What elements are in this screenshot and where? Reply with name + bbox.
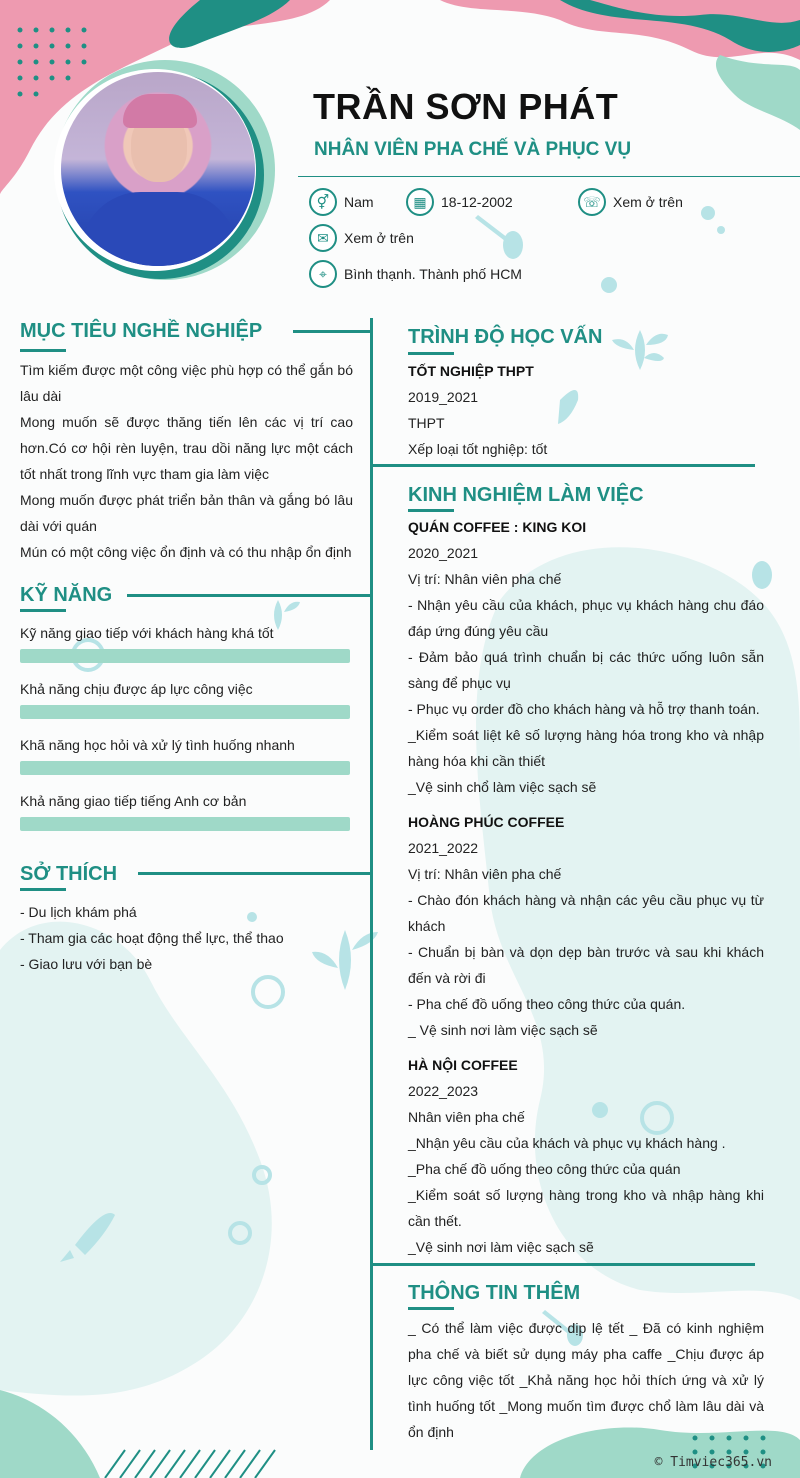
job-duty: _Vệ sinh nơi làm việc sạch sẽ: [408, 1239, 594, 1255]
job-duty: _Kiểm soát số lượng hàng trong kho và nhập hàng khi cần thết.: [408, 1187, 764, 1229]
experience-underline: [408, 509, 454, 512]
contact-address: [309, 260, 522, 288]
education-bottom-line: [373, 464, 755, 467]
additional-body: _ Có thể làm việc được dịp lệ tết _ Đã có kinh nghiệm pha chế và biết sử dụng máy pha caffe _Chịu được áp lực công việc tốt _Khả năng học hỏi thích ứng và xử lý tình huống tốt _Mong muốn tìm được chổ làm lâu dài và ổn định: [408, 1320, 764, 1440]
education-grade: Xếp loại tốt nghiệp: tốt: [408, 441, 548, 457]
education-degree: TỐT NGHIỆP THPT: [408, 363, 534, 379]
job-duty: _Nhận yêu cầu của khách và phục vụ khách hàng .: [408, 1135, 726, 1151]
phone-icon: ☏: [578, 188, 606, 216]
job-position: Vị trí: Nhân viên pha chế: [408, 866, 562, 882]
job-position: Vị trí: Nhân viên pha chế: [408, 571, 562, 587]
job-duty: - Phục vụ order đồ cho khách hàng và hỗ trợ thanh toán.: [408, 701, 760, 717]
job-company: HÀ NỘI COFFEE: [408, 1057, 518, 1073]
contact-email: [309, 224, 414, 252]
experience-title: KINH NGHIỆM LÀM VIỆC: [408, 484, 644, 506]
job-years: 2021_2022: [408, 840, 479, 856]
experience-bottom-line: [373, 1263, 755, 1266]
objective-title-line: [293, 330, 373, 333]
phone-value: Xem ở trên: [613, 194, 683, 210]
objective-body: [20, 357, 353, 565]
objective-underline: [20, 349, 66, 352]
education-years: 2019_2021: [408, 389, 479, 405]
experience-job: [408, 1053, 764, 1260]
gender-icon: ⚥: [309, 188, 337, 216]
hobby-item: - Tham gia các hoạt động thể lực, thể thao: [20, 930, 284, 946]
skill-bar-track: [20, 649, 350, 663]
job-position: Nhân viên pha chế: [408, 1109, 525, 1125]
additional-title: THÔNG TIN THÊM: [408, 1282, 581, 1304]
skill-bar: [20, 817, 350, 831]
job-duty: _Kiểm soát liệt kê số lượng hàng hóa trong kho và nhập hàng hóa khi cần thiết: [408, 727, 764, 769]
skill-bar: [20, 649, 350, 663]
header-divider: [298, 176, 800, 177]
education-school: THPT: [408, 415, 445, 431]
education-title: TRÌNH ĐỘ HỌC VẤN: [408, 326, 603, 348]
skill-label: Kỹ năng giao tiếp với khách hàng khá tốt: [20, 625, 274, 641]
contact-birthday: [406, 188, 513, 216]
skills-title-line: [127, 594, 373, 597]
skill-bar-track: [20, 761, 350, 775]
skills-title: KỸ NĂNG: [20, 584, 113, 606]
job-duty: - Chào đón khách hàng và nhận các yêu cầu phục vụ từ khách: [408, 892, 764, 934]
skill-label: Khả năng chịu được áp lực công việc: [20, 681, 253, 697]
candidate-name: TRẦN SƠN PHÁT: [313, 86, 619, 127]
hobbies-list: [20, 899, 284, 977]
hobbies-title: SỞ THÍCH: [20, 863, 118, 885]
hobbies-underline: [20, 888, 66, 891]
additional-underline: [408, 1307, 454, 1310]
job-duty: - Đảm bảo quá trình chuẩn bị các thức uống luôn sẵn sàng để phục vụ: [408, 649, 764, 691]
email-icon: ✉: [309, 224, 337, 252]
calendar-icon: ▦: [406, 188, 434, 216]
experience-job: [408, 810, 764, 1043]
job-company: HOÀNG PHÚC COFFEE: [408, 814, 565, 830]
job-duty: _Vệ sinh chổ làm việc sạch sẽ: [408, 779, 597, 795]
gender-value: Nam: [344, 194, 374, 210]
experience-job: [408, 515, 764, 800]
skill-bar-track: [20, 705, 350, 719]
avatar: [61, 72, 255, 266]
hobby-item: - Du lịch khám phá: [20, 904, 137, 920]
objective-title: MỤC TIÊU NGHỀ NGHIỆP: [20, 320, 263, 342]
skill-label: Khả năng giao tiếp tiếng Anh cơ bản: [20, 793, 247, 809]
education-body: [408, 359, 764, 462]
email-value: Xem ở trên: [344, 230, 414, 246]
job-years: 2020_2021: [408, 545, 479, 561]
job-company: QUÁN COFFEE : KING KOI: [408, 519, 587, 535]
location-icon: ⌖: [309, 260, 337, 288]
watermark: © Timviec365.vn: [654, 1455, 772, 1470]
skill-bar-track: [20, 817, 350, 831]
skill-bar: [20, 705, 350, 719]
objective-paragraph: Mong muốn sẽ được thăng tiến lên các vị trí cao hơn.Có cơ hội rèn luyện, trau dồi năng lực một cách tốt nhất trong lĩnh vực tham gia làm việc: [20, 414, 353, 482]
contact-gender: [309, 188, 374, 216]
education-underline: [408, 352, 454, 355]
skill-bar: [20, 761, 350, 775]
skills-underline: [20, 609, 66, 612]
job-duty: - Pha chế đồ uống theo công thức của quán.: [408, 996, 686, 1012]
objective-paragraph: Mong muốn được phát triển bản thân và gắng bó lâu dài với quán: [20, 492, 353, 534]
contact-phone: [578, 188, 683, 216]
address-value: Bình thạnh. Thành phố HCM: [344, 266, 522, 282]
hobby-item: - Giao lưu với bạn bè: [20, 956, 153, 972]
avatar-hair-icon: [123, 94, 197, 128]
job-duty: - Nhận yêu cầu của khách, phục vụ khách hàng chu đáo đáp ứng đúng yêu cầu: [408, 597, 764, 639]
birthday-value: 18-12-2002: [441, 194, 513, 210]
skill-label: Khã năng học hỏi và xử lý tình huống nhanh: [20, 737, 295, 753]
job-years: 2022_2023: [408, 1083, 479, 1099]
avatar-shirt-icon: [81, 192, 237, 266]
job-duty: _Pha chế đồ uống theo công thức của quán: [408, 1161, 681, 1177]
job-title: NHÂN VIÊN PHA CHẾ VÀ PHỤC VỤ: [314, 139, 632, 160]
hobbies-title-line: [138, 872, 373, 875]
column-divider: [370, 318, 373, 1450]
objective-paragraph: Tìm kiếm được một công việc phù hợp có thể gắn bó lâu dài: [20, 362, 353, 404]
job-duty: _ Vệ sinh nơi làm việc sạch sẽ: [408, 1022, 598, 1038]
objective-paragraph: Mún có một công việc ổn định và có thu nhập ổn định: [20, 544, 352, 560]
job-duty: - Chuẩn bị bàn và dọn dẹp bàn trước và sau khi khách đến và rời đi: [408, 944, 764, 986]
